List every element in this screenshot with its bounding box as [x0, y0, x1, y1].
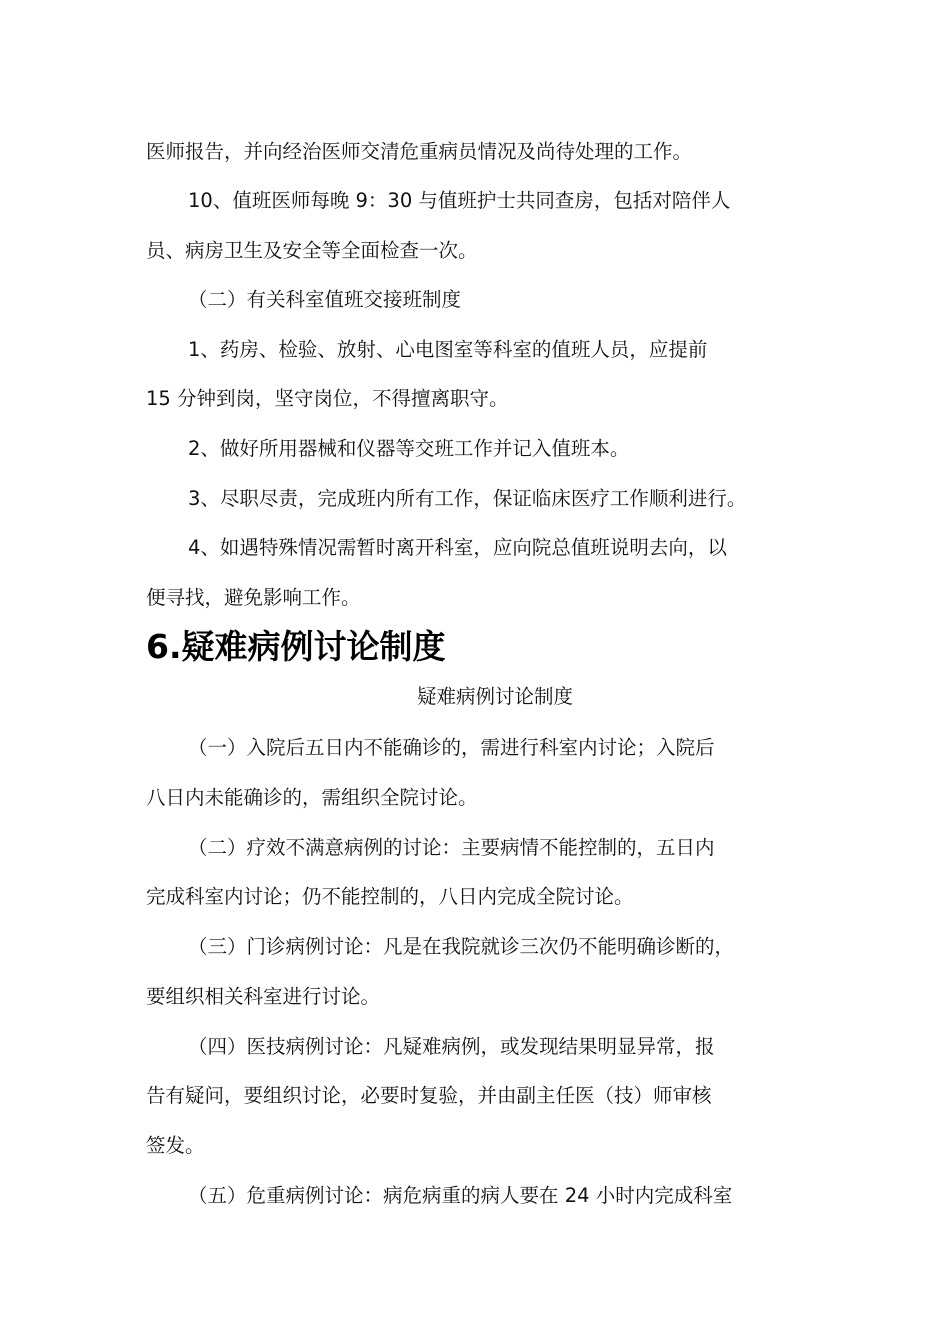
paragraph-line: （二）疗效不满意病例的讨论：主要病情不能控制的，五日内	[188, 836, 715, 859]
paragraph-line: 2、做好所用器械和仪器等交班工作并记入值班本。	[188, 437, 630, 460]
paragraph-line: 15 分钟到岗，坚守岗位，不得擅离职守。	[146, 387, 509, 410]
paragraph-line: 便寻找，避免影响工作。	[146, 586, 361, 609]
paragraph-line: 八日内未能确诊的，需组织全院讨论。	[146, 786, 478, 809]
paragraph-line: 医师报告，并向经治医师交清危重病员情况及尚待处理的工作。	[146, 140, 693, 163]
paragraph-line: （一）入院后五日内不能确诊的，需进行科室内讨论；入院后	[188, 736, 715, 759]
paragraph-line: 10、值班医师每晚 9：30 与值班护士共同查房，包括对陪伴人	[188, 189, 731, 212]
paragraph-line: （四）医技病例讨论：凡疑难病例，或发现结果明显异常，报	[188, 1035, 715, 1058]
section-subheading: （二）有关科室值班交接班制度	[188, 288, 462, 311]
section-heading: 6.疑难病例讨论制度	[146, 627, 446, 666]
paragraph-line: 1、药房、检验、放射、心电图室等科室的值班人员，应提前	[188, 338, 708, 361]
paragraph-line: 签发。	[146, 1134, 205, 1157]
paragraph-line: 完成科室内讨论；仍不能控制的，八日内完成全院讨论。	[146, 885, 634, 908]
paragraph-line: 员、病房卫生及安全等全面检查一次。	[146, 239, 478, 262]
document-subtitle: 疑难病例讨论制度	[416, 685, 573, 708]
paragraph-line: （五）危重病例讨论：病危病重的病人要在 24 小时内完成科室	[188, 1184, 733, 1207]
paragraph-line: 3、尽职尽责，完成班内所有工作，保证临床医疗工作顺利进行。	[188, 487, 747, 510]
paragraph-line: （三）门诊病例讨论：凡是在我院就诊三次仍不能明确诊断的，	[188, 935, 735, 958]
paragraph-line: 4、如遇特殊情况需暂时离开科室，应向院总值班说明去向，以	[188, 536, 727, 559]
paragraph-line: 要组织相关科室进行讨论。	[146, 985, 381, 1008]
paragraph-line: 告有疑问，要组织讨论，必要时复验，并由副主任医（技）师审核	[146, 1084, 712, 1107]
